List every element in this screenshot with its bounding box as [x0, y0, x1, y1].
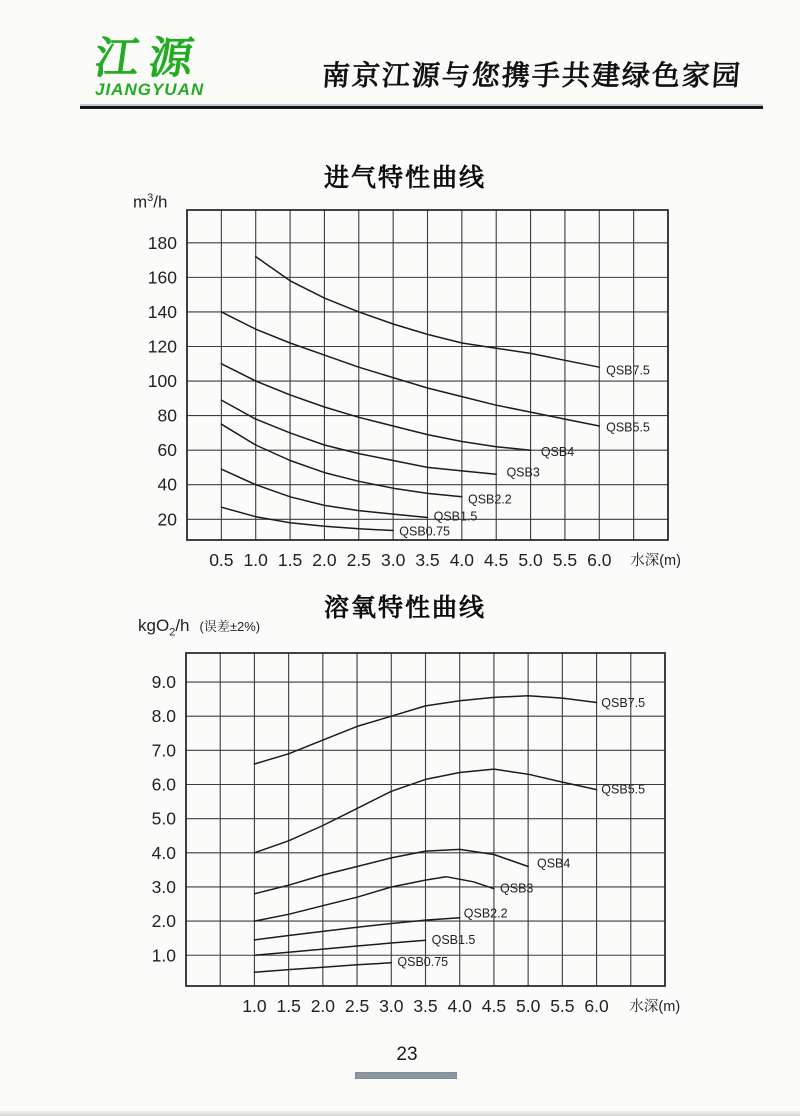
- x-tick-label: 6.0: [584, 996, 609, 1016]
- y-tick-label: 40: [157, 474, 177, 495]
- y-unit-rest: /h: [175, 616, 190, 635]
- x-tick-label: 0.5: [209, 550, 234, 570]
- curve-label-QSB4: QSB4: [536, 856, 571, 871]
- x-tick-label: 3.0: [379, 996, 404, 1016]
- y-unit-subscript: 2: [169, 626, 176, 639]
- page-bottom-edge: [0, 1111, 800, 1116]
- dissolved-oxygen-chart-title: 溶氧特性曲线: [323, 594, 486, 622]
- y-tick-label: 80: [157, 405, 177, 426]
- y-tick-label: 20: [157, 509, 177, 530]
- curve-label-QSB1.5: QSB1.5: [433, 509, 478, 524]
- x-tick-label: 4.5: [481, 996, 507, 1016]
- x-tick-label: 1.5: [277, 550, 303, 570]
- y-tick-label: 5.0: [151, 808, 176, 829]
- y-tick-label: 140: [147, 301, 177, 322]
- x-tick-label: 3.5: [413, 996, 438, 1016]
- x-tick-label: 5.5: [552, 550, 578, 570]
- curve-label-QSB1.5: QSB1.5: [431, 932, 476, 947]
- y-tick-label: 9.0: [151, 672, 176, 693]
- y-tick-label: 6.0: [151, 774, 176, 795]
- x-tick-label: 1.0: [243, 550, 268, 570]
- curve-label-QSB3: QSB3: [500, 881, 534, 896]
- x-tick-label: 2.5: [344, 996, 370, 1016]
- air-intake-chart-title: 进气特性曲线: [323, 164, 486, 192]
- x-tick-label: 2.0: [312, 550, 337, 570]
- x-tick-label: 4.0: [449, 550, 475, 570]
- curve-label-QSB2.2: QSB2.2: [467, 492, 512, 507]
- curve-label-QSB5.5: QSB5.5: [606, 420, 650, 435]
- logo-chinese-text: 江源: [91, 34, 207, 83]
- y-unit-superscript: 3: [147, 192, 154, 204]
- y-tick-label: 1.0: [151, 945, 176, 966]
- curve-QSB3: [254, 877, 494, 921]
- dissolved-oxygen-chart: [120, 633, 700, 1035]
- x-axis-label: 水深(m): [629, 999, 681, 1015]
- y-tick-label: 180: [147, 232, 177, 253]
- curve-QSB4: [221, 364, 530, 450]
- air-intake-chart: [120, 190, 700, 582]
- y-tick-label: 100: [147, 371, 177, 392]
- y-tick-label: 160: [147, 267, 177, 288]
- y-tick-label: 120: [147, 336, 177, 357]
- x-tick-label: 4.0: [447, 996, 472, 1016]
- x-tick-label: 2.5: [346, 550, 371, 570]
- curve-QSB1.5: [254, 940, 425, 955]
- x-tick-label: 1.5: [276, 996, 301, 1016]
- x-tick-label: 5.0: [518, 550, 543, 570]
- curve-label-QSB7.5: QSB7.5: [606, 363, 650, 378]
- curve-label-QSB0.75: QSB0.75: [397, 955, 449, 970]
- header-slogan: 南京江源与您携手共建绿色家园: [320, 61, 743, 92]
- curve-label-QSB0.75: QSB0.75: [399, 524, 451, 539]
- x-tick-label: 3.5: [415, 550, 440, 570]
- y-tick-label: 7.0: [151, 740, 176, 761]
- y-tick-label: 60: [157, 440, 177, 461]
- y-unit-base: m: [133, 192, 148, 212]
- y-unit-rest: /h: [153, 192, 168, 212]
- x-tick-label: 6.0: [587, 550, 612, 570]
- curve-label-QSB2.2: QSB2.2: [463, 906, 508, 921]
- curve-label-QSB7.5: QSB7.5: [601, 696, 646, 711]
- header-divider: [80, 106, 763, 109]
- y-tick-label: 8.0: [151, 706, 176, 727]
- y-tick-label: 3.0: [151, 876, 176, 897]
- logo-english-text: JIANGYUAN: [95, 80, 205, 100]
- curve-label-QSB5.5: QSB5.5: [601, 782, 646, 797]
- y-unit-base: kgO: [138, 616, 170, 635]
- x-tick-label: 5.0: [515, 996, 541, 1016]
- x-tick-label: 1.0: [242, 996, 267, 1016]
- curve-label-QSB4: QSB4: [540, 444, 575, 459]
- x-tick-label: 4.5: [484, 550, 509, 570]
- x-tick-label: 2.0: [310, 996, 336, 1016]
- y-tick-label: 2.0: [151, 911, 176, 932]
- y-tick-label: 4.0: [151, 842, 176, 863]
- error-tolerance-note: (误差±2%): [199, 619, 261, 634]
- x-tick-label: 5.5: [550, 996, 575, 1016]
- footer-bar: [355, 1072, 457, 1079]
- x-axis-label: 水深(m): [630, 553, 681, 569]
- company-logo: [91, 34, 207, 100]
- page-number: 23: [396, 1044, 418, 1065]
- x-tick-label: 3.0: [380, 550, 406, 570]
- curve-label-QSB3: QSB3: [506, 465, 540, 480]
